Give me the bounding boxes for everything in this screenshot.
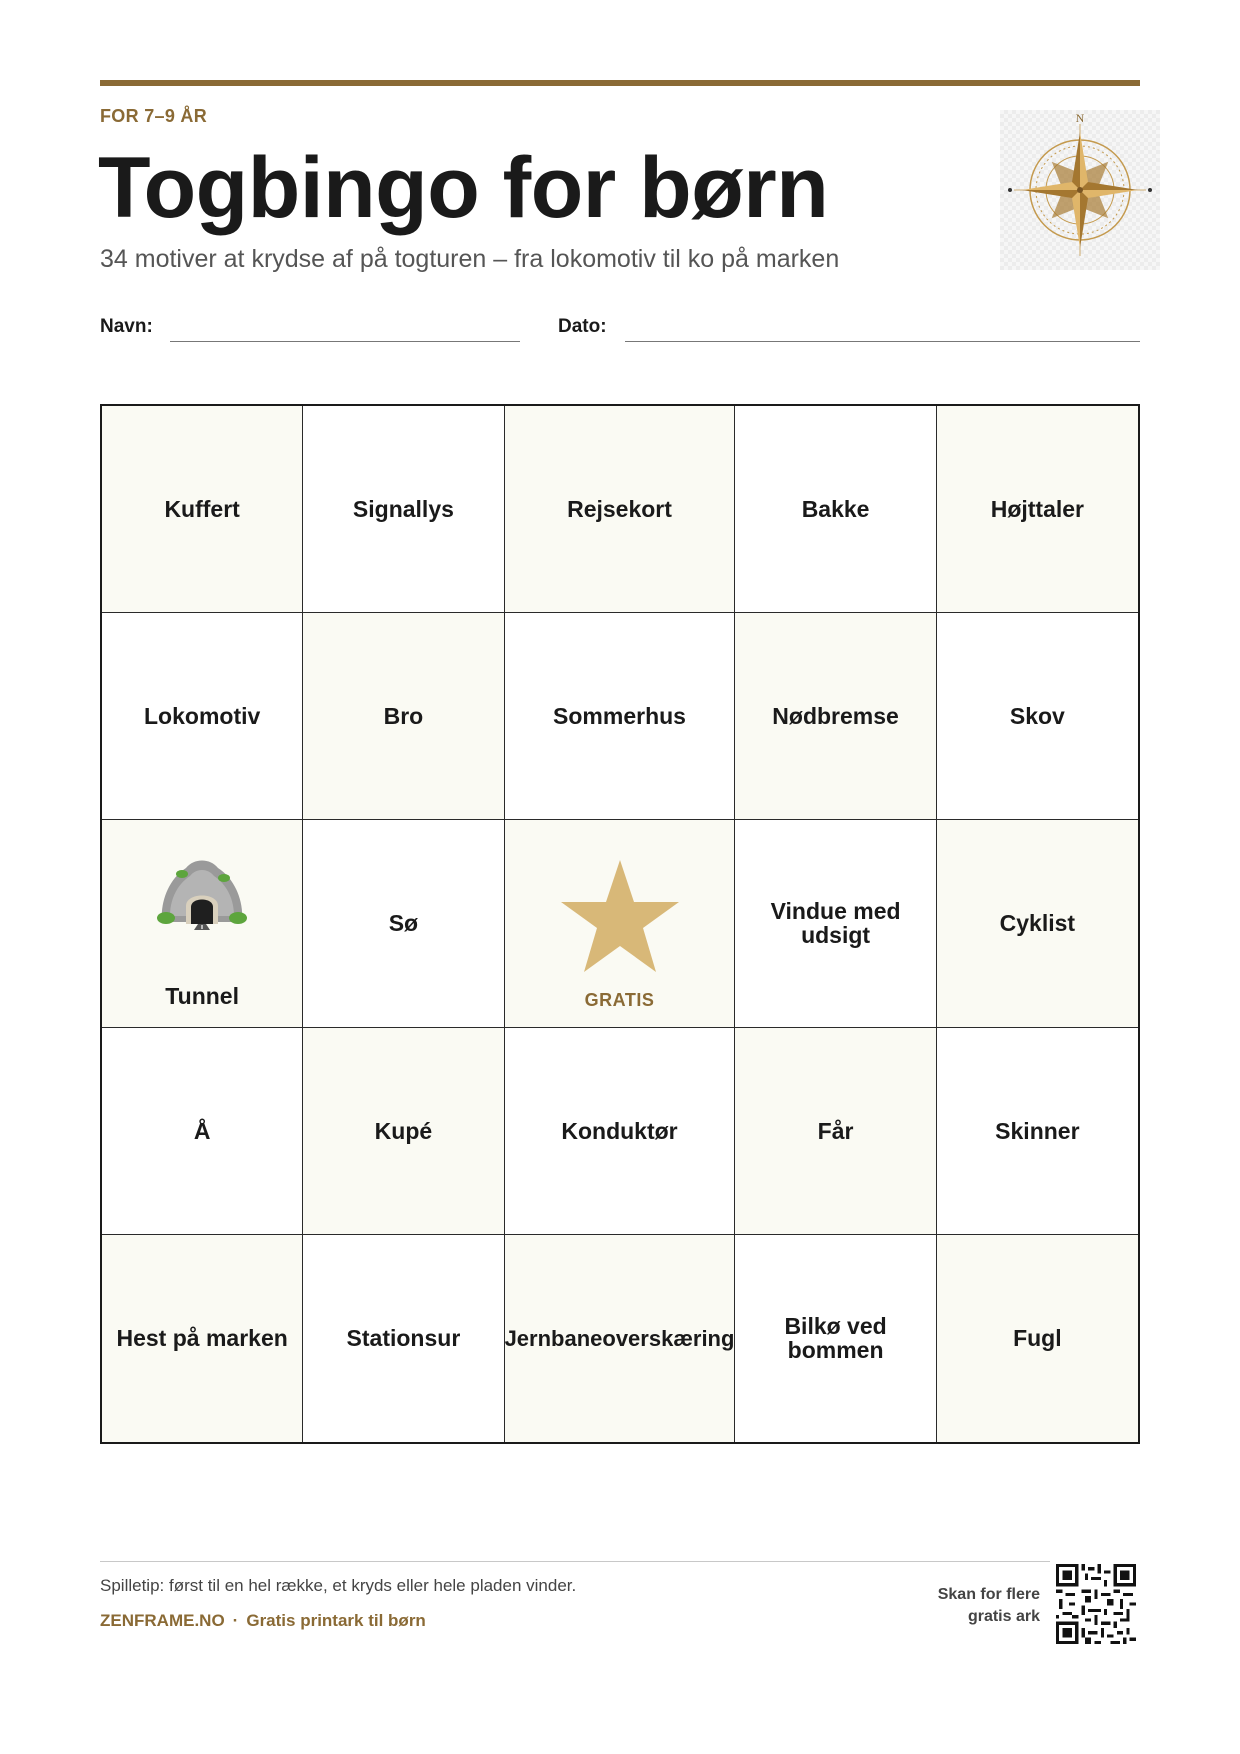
cell-label: Å — [193, 1117, 211, 1144]
bingo-cell[interactable] — [505, 1235, 736, 1442]
bingo-cell[interactable] — [937, 1028, 1138, 1235]
brand-line — [100, 1611, 426, 1631]
bingo-cell[interactable] — [102, 613, 303, 820]
scan-line-1: Skan for flere — [937, 1586, 1040, 1603]
name-label: Navn: — [100, 316, 153, 337]
bingo-cell[interactable] — [937, 1235, 1138, 1442]
cell-label: Bakke — [801, 496, 870, 523]
bingo-grid — [100, 404, 1140, 1444]
bingo-cell[interactable] — [303, 613, 504, 820]
cell-label: Fugl — [1013, 1325, 1062, 1352]
bingo-cell[interactable] — [505, 1028, 736, 1235]
date-label: Dato: — [558, 316, 607, 337]
cell-label: Stationsur — [346, 1325, 461, 1352]
bingo-cell[interactable] — [735, 820, 936, 1027]
footer-rule — [100, 1561, 1050, 1562]
cell-label: Nødbremse — [772, 703, 899, 730]
bingo-cell-tunnel[interactable] — [102, 820, 303, 1027]
bingo-cell[interactable] — [102, 1235, 303, 1442]
bingo-cell[interactable] — [102, 406, 303, 613]
page-title: Togbingo for børn — [98, 140, 829, 236]
bingo-cell[interactable] — [102, 1028, 303, 1235]
bingo-cell[interactable] — [937, 820, 1138, 1027]
date-field[interactable] — [625, 341, 1140, 342]
bingo-cell[interactable] — [505, 613, 736, 820]
cell-label: Kupé — [374, 1117, 433, 1144]
bingo-cell[interactable] — [303, 820, 504, 1027]
age-tag: FOR 7–9 ÅR — [100, 106, 208, 126]
bingo-cell[interactable] — [735, 1235, 936, 1442]
cell-label: Hest på marken — [116, 1325, 288, 1352]
bingo-cell[interactable] — [735, 406, 936, 613]
bingo-cell[interactable] — [303, 1235, 504, 1442]
scan-line-2: gratis ark — [967, 1607, 1040, 1625]
cell-label: Får — [817, 1117, 854, 1144]
cell-label: Skov — [1009, 703, 1065, 730]
cell-label: Vindue med udsigt — [770, 898, 901, 949]
cell-label: Sø — [388, 910, 419, 937]
page-subtitle: 34 motiver at krydse af på togturen – fra lokomotiv til ko på marken — [100, 245, 840, 273]
qr-code-icon[interactable] — [1056, 1564, 1136, 1644]
tunnel-icon — [156, 852, 248, 930]
game-tip: Spilletip: først til en hel række, et kryds eller hele pladen vinder. — [100, 1576, 577, 1595]
bingo-cell[interactable] — [303, 1028, 504, 1235]
brand-name[interactable]: ZENFRAME.NO — [100, 1611, 225, 1630]
name-field[interactable] — [170, 341, 520, 342]
bingo-cell[interactable] — [735, 1028, 936, 1235]
cell-label: Højttaler — [990, 496, 1084, 523]
cell-label: Signallys — [352, 496, 454, 523]
bingo-cell-free[interactable] — [505, 820, 736, 1027]
cell-label: Konduktør — [561, 1117, 678, 1144]
brand-tagline: Gratis printark til børn — [246, 1611, 426, 1630]
cell-label: Jernbaneoverskæring — [504, 1325, 735, 1351]
cell-label: Sommerhus — [553, 703, 686, 730]
bingo-cell[interactable] — [937, 613, 1138, 820]
compass-north-label: N — [1075, 111, 1085, 125]
compass-rose-icon — [1000, 110, 1160, 270]
cell-label: Tunnel — [165, 983, 239, 1010]
cell-label: Bro — [383, 703, 424, 730]
scan-caption — [900, 1584, 1040, 1627]
free-space-label: GRATIS — [584, 989, 655, 1010]
cell-label: Cyklist — [999, 910, 1076, 937]
bingo-cell[interactable] — [505, 406, 736, 613]
brand-separator: · — [232, 1611, 239, 1630]
cell-label: Lokomotiv — [144, 703, 261, 730]
cell-label: Kuffert — [164, 496, 240, 523]
bingo-cell[interactable] — [303, 406, 504, 613]
bingo-cell[interactable] — [937, 406, 1138, 613]
top-rule — [100, 80, 1140, 86]
cell-label: Rejsekort — [567, 496, 672, 523]
cell-label: Bilkø ved bommen — [784, 1313, 887, 1364]
bingo-cell[interactable] — [735, 613, 936, 820]
cell-label: Skinner — [995, 1117, 1080, 1144]
star-icon — [559, 858, 681, 976]
